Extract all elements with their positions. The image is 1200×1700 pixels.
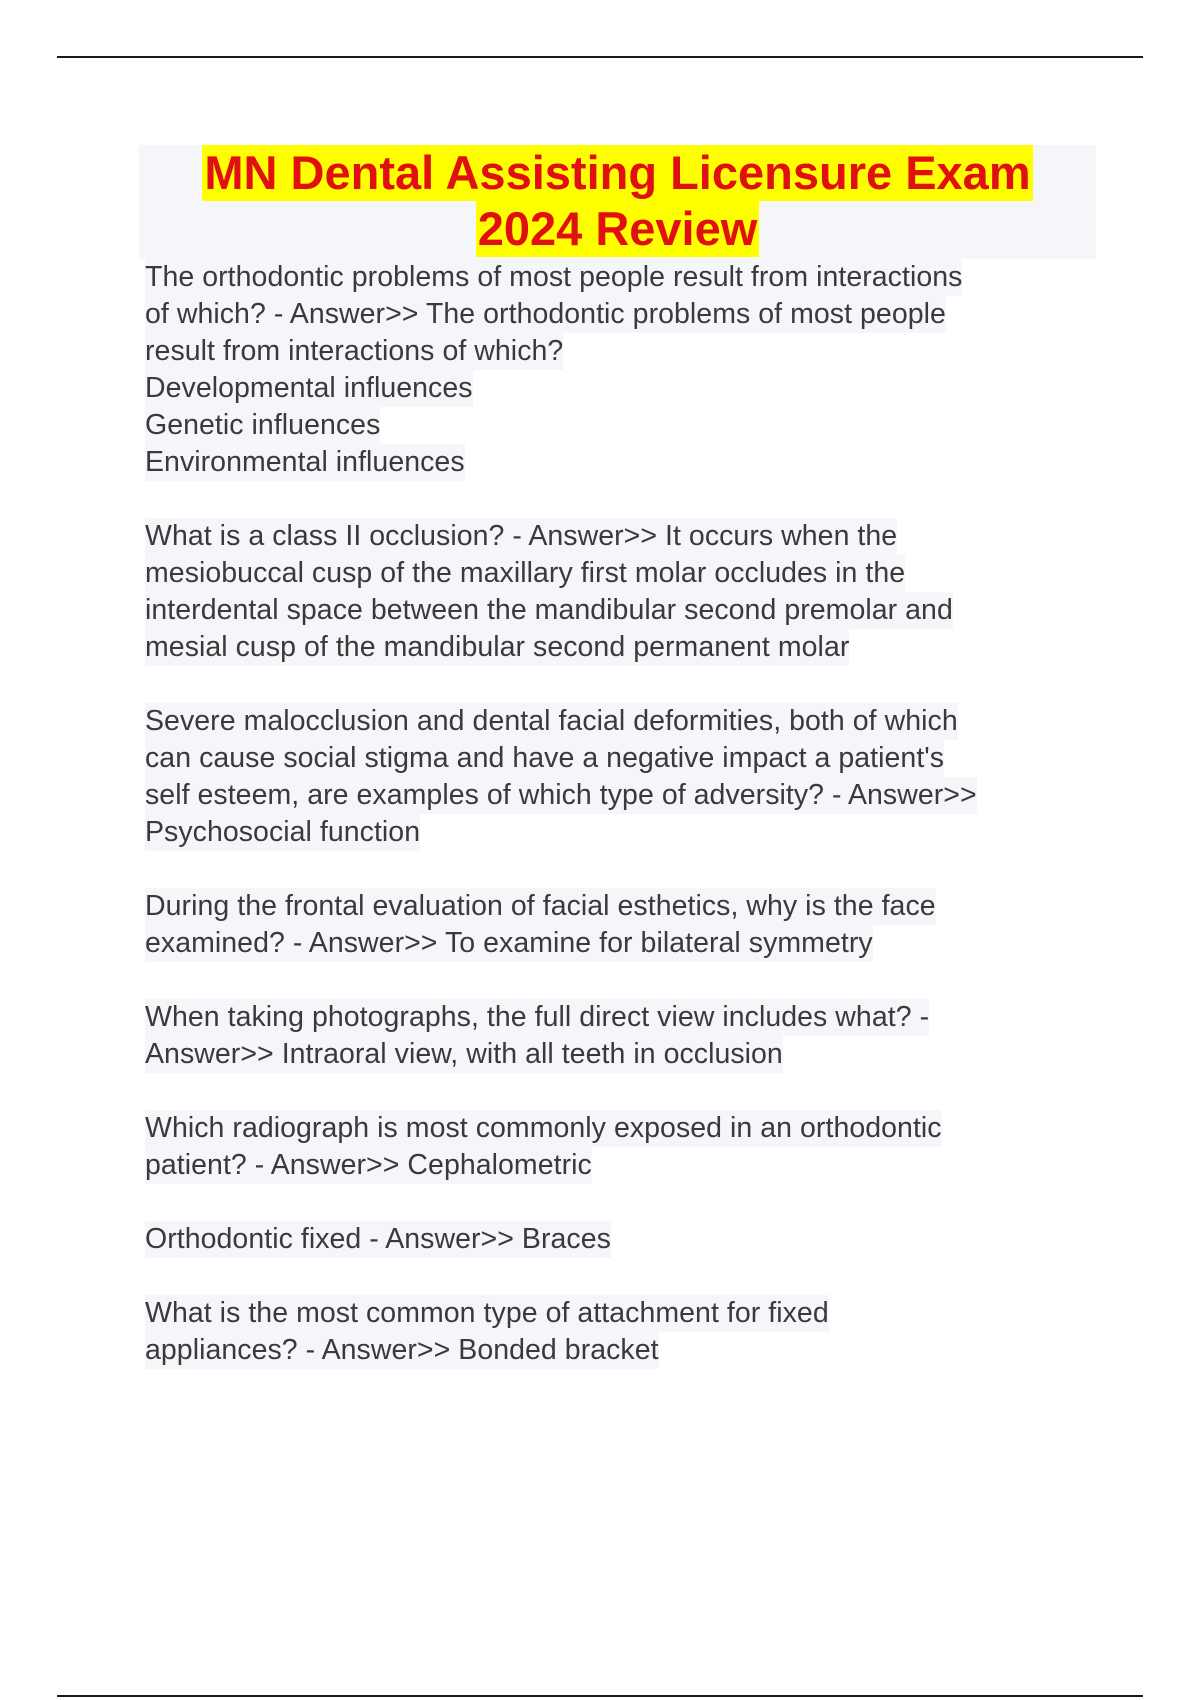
qa-text-line: The orthodontic problems of most people result from interactions xyxy=(145,259,962,296)
qa-text-line: self esteem, are examples of which type of adversity? - Answer>> xyxy=(145,777,977,814)
qa-text-line: Developmental influences xyxy=(145,370,473,407)
title-line-1: MN Dental Assisting Licensure Exam xyxy=(204,146,1031,199)
qa-text-line: interdental space between the mandibular second premolar and xyxy=(145,592,953,629)
qa-text-line: Genetic influences xyxy=(145,407,380,444)
qa-text-line: mesial cusp of the mandibular second permanent molar xyxy=(145,629,849,666)
qa-item xyxy=(145,999,1090,1073)
qa-item xyxy=(145,518,1090,666)
qa-text-line: Environmental influences xyxy=(145,444,465,481)
qa-text-line: can cause social stigma and have a negative impact a patient's xyxy=(145,740,944,777)
document-body xyxy=(145,145,1090,1406)
qa-text-line: appliances? - Answer>> Bonded bracket xyxy=(145,1332,659,1369)
qa-text-line: During the frontal evaluation of facial esthetics, why is the face xyxy=(145,888,936,925)
qa-text-line: mesiobuccal cusp of the maxillary first molar occludes in the xyxy=(145,555,905,592)
qa-text-line: Severe malocclusion and dental facial deformities, both of which xyxy=(145,703,958,740)
qa-text-line: result from interactions of which? xyxy=(145,333,563,370)
qa-item xyxy=(145,259,1090,481)
qa-text-line: When taking photographs, the full direct view includes what? - xyxy=(145,999,929,1036)
qa-item xyxy=(145,888,1090,962)
document-title xyxy=(139,145,1096,259)
qa-item xyxy=(145,1295,1090,1369)
qa-item xyxy=(145,703,1090,851)
qa-text-line: What is a class II occlusion? - Answer>> It occurs when the xyxy=(145,518,897,555)
footer-rule xyxy=(57,1695,1143,1697)
title-line-2: 2024 Review xyxy=(477,202,758,255)
qa-text-line: patient? - Answer>> Cephalometric xyxy=(145,1147,592,1184)
qa-item xyxy=(145,1221,1090,1258)
qa-text-line: Orthodontic fixed - Answer>> Braces xyxy=(145,1221,611,1258)
qa-text-line: of which? - Answer>> The orthodontic problems of most people xyxy=(145,296,946,333)
qa-text-line: Answer>> Intraoral view, with all teeth in occlusion xyxy=(145,1036,783,1073)
qa-text-line: What is the most common type of attachment for fixed xyxy=(145,1295,829,1332)
qa-text-line: examined? - Answer>> To examine for bilateral symmetry xyxy=(145,925,873,962)
qa-list xyxy=(145,259,1090,1369)
qa-item xyxy=(145,1110,1090,1184)
header-rule xyxy=(57,56,1143,58)
qa-text-line: Psychosocial function xyxy=(145,814,420,851)
qa-text-line: Which radiograph is most commonly exposed in an orthodontic xyxy=(145,1110,942,1147)
